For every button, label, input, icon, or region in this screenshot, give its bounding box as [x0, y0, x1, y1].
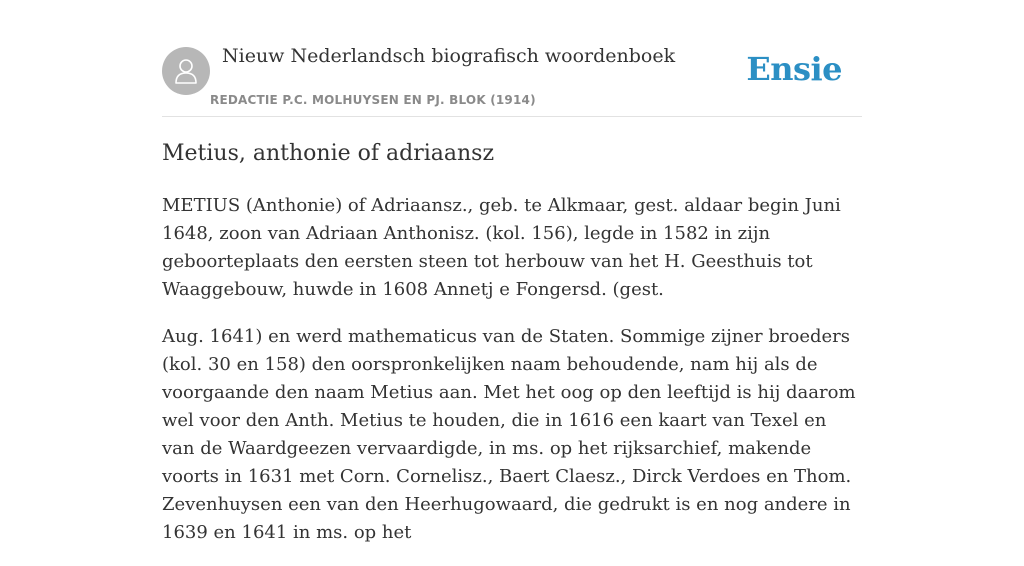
ensie-logo[interactable]: Ensie — [746, 50, 842, 88]
article-paragraph: METIUS (Anthonie) of Adriaansz., geb. te Alkmaar, gest. aldaar begin Juni 1648, zoon van Adriaan Anthonisz. (kol. 156), legde in 1582 in zijn geboorteplaats den eersten steen tot herbouw van het H. Geesthuis tot Waaggebouw, huwde in 1608 Annetj e Fongersd. (gest. — [162, 195, 841, 300]
article-title: Metius, anthonie of adriaansz — [162, 141, 495, 166]
article-paragraph: Aug. 1641) en werd mathematicus van de Staten. Sommige zijner broeders (kol. 30 en 158) den oorspronkelijken naam behoudende, nam hij als de voorgaande den naam Metius aan. Met het oog op den leeftijd is hij daarom wel voor den Anth. Metius te houden, die in 1616 een kaart van Texel en van de Waardgeezen vervaardigde, in ms. op het rijksarchief, makende voorts in 1631 met Corn. Cornelisz., Baert Claesz., Dirck Verdoes en Thom. Zevenhuysen een van den Heerhugowaard, die gedrukt is en nog andere in 1639 en 1641 in ms. op het — [162, 326, 856, 543]
avatar[interactable] — [162, 47, 210, 95]
article-body — [162, 192, 862, 566]
user-icon — [173, 57, 199, 85]
source-meta: REDACTIE P.C. MOLHUYSEN EN PJ. BLOK (1914) — [210, 93, 536, 107]
source-title[interactable]: Nieuw Nederlandsch biografisch woordenboek — [222, 45, 676, 67]
source-header — [162, 0, 862, 117]
